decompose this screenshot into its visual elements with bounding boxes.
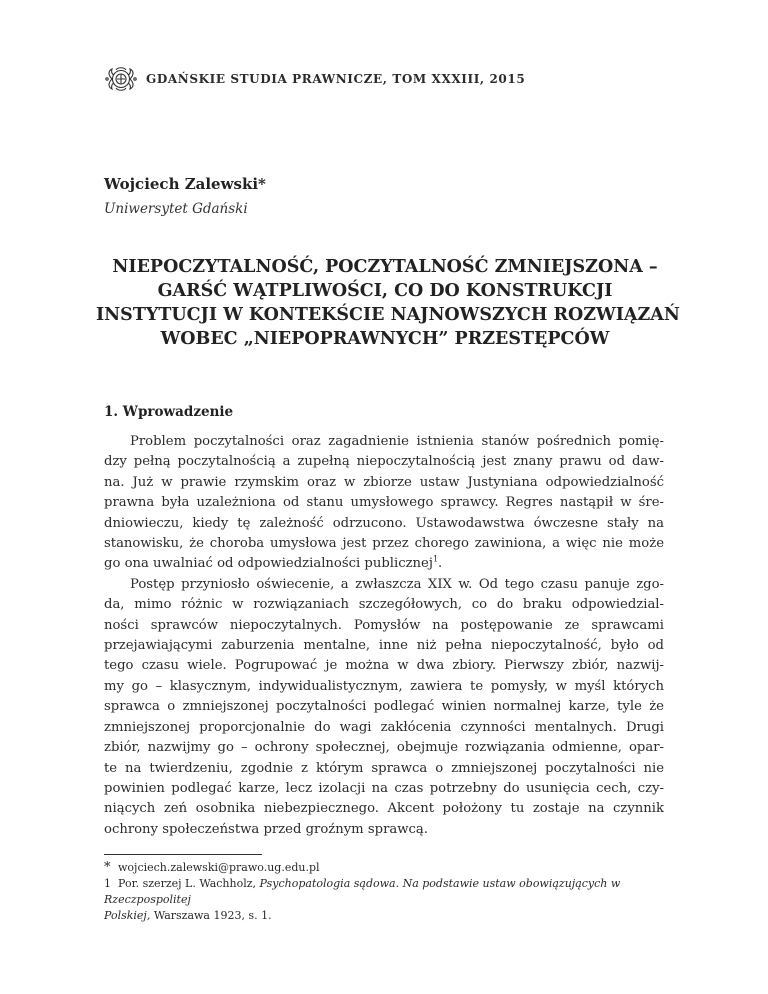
section-heading: 1. Wprowadzenie (104, 404, 234, 420)
author-name: Wojciech Zalewski* (104, 175, 266, 193)
footnote-star-mark: * (104, 860, 111, 875)
title-line: NIEPOCZYTALNOŚĆ, POCZYTALNOŚĆ ZMNIEJSZONA – (112, 257, 658, 277)
footnote-1-mark: 1 (104, 877, 111, 890)
footnote-1 (104, 876, 664, 908)
period: . (438, 556, 443, 572)
body-line: niących zeń osobnika niebezpiecznego. Akcent położony tu zostaje na czynnik (104, 801, 664, 817)
author-affiliation: Uniwersytet Gdański (104, 201, 248, 217)
body-line: zbiór, nazwijmy go – ochrony społecznej, obejmuje rozwiązania odmienne, opar- (104, 740, 664, 756)
body-text (104, 432, 664, 840)
body-line: dzy pełną poczytalnością a zupełną niepoczytalnością jest znany prawu od daw- (104, 454, 664, 470)
footnote-divider (104, 854, 262, 855)
body-line: prawna była uzależniona od stanu umysłowego sprawcy. Regres nastąpił w śre- (104, 495, 664, 511)
ornate-seal-icon (104, 64, 138, 94)
title-line: INSTYTUCJI W KONTEKŚCIE NAJNOWSZYCH ROZWIĄZAŃ (96, 305, 680, 325)
article-title (96, 255, 680, 351)
journal-title: GDAŃSKIE STUDIA PRAWNICZE, TOM XXXIII, 2015 (146, 72, 526, 86)
body-line: da, mimo różnic w rozwiązaniach szczegółowych, co do braku odpowiedzial- (104, 597, 664, 613)
body-line: my go – klasycznym, indywidualistycznym, zawiera te pomysły, w myśl których (104, 678, 664, 694)
footnote-1-continued (104, 908, 664, 924)
footnote-1-title: Psychopatologia sądowa. Na podstawie ustaw obowiązujących w Rzeczpospolitej (104, 877, 621, 906)
footnote-ref[interactable]: 1 (432, 555, 439, 565)
body-line: sprawca o zmniejszonej poczytalności podlegać winien normalnej karze, tyle że (104, 699, 664, 715)
body-line: tego czasu wiele. Pogrupować je można w dwa zbiory. Pierwszy zbiór, nazwij- (104, 658, 664, 674)
footnotes (104, 860, 664, 924)
body-line: na. Już w prawie rzymskim oraz w zbiorze ustaw Justyniana odpowiedzialność (104, 474, 664, 490)
author-email-link[interactable]: wojciech.zalewski@prawo.ug.edu.pl (118, 861, 320, 874)
body-line: zmniejszonej proporcjonalnie do wagi zakłócenia czynności mentalnych. Drugi (104, 719, 664, 735)
body-line: ności sprawców niepoczytalnych. Pomysłów na postępowanie ze sprawcami (104, 617, 664, 633)
body-line: powinien podlegać karze, lecz izolacji na czas potrzebny do usunięcia cech, czy- (104, 780, 664, 796)
title-line: GARŚĆ WĄTPLIWOŚCI, CO DO KONSTRUKCJI (157, 281, 613, 301)
footnote-1-prefix: Por. szerzej L. Wachholz, (118, 877, 257, 890)
running-header (104, 64, 664, 94)
body-line: Problem poczytalności oraz zagadnienie istnienia stanów pośrednich pomię- (130, 434, 664, 449)
footnote-1-title-end: Polskiej, (104, 909, 151, 922)
body-line: te na twierdzeniu, zgodnie z którym sprawca o zmniejszonej poczytalności nie (104, 760, 664, 776)
body-line: dniowieczu, kiedy tę zależność odrzucono. Ustawodawstwa ówczesne stały na (104, 515, 664, 531)
footnote-1-suffix: Warszawa 1923, s. 1. (153, 909, 272, 922)
body-line-text: go ona uwalniać od odpowiedzialności publicznej (104, 556, 433, 572)
body-line: Postęp przyniosło oświecenie, a zwłaszcza XIX w. Od tego czasu panuje zgo- (130, 576, 664, 592)
body-line: przejawiającymi zaburzenia mentalne, inne niż pełna niepoczytalność, było od (104, 638, 664, 654)
body-line: ochrony społeczeństwa przed groźnym sprawcą. (104, 821, 428, 837)
footnote-star (104, 860, 664, 876)
title-line: WOBEC „NIEPOPRAWNYCH” PRZESTĘPCÓW (160, 329, 610, 349)
body-line: stanowisku, że choroba umysłowa jest przez chorego zawiniona, a więc nie może (104, 536, 664, 552)
body-line (104, 554, 664, 574)
